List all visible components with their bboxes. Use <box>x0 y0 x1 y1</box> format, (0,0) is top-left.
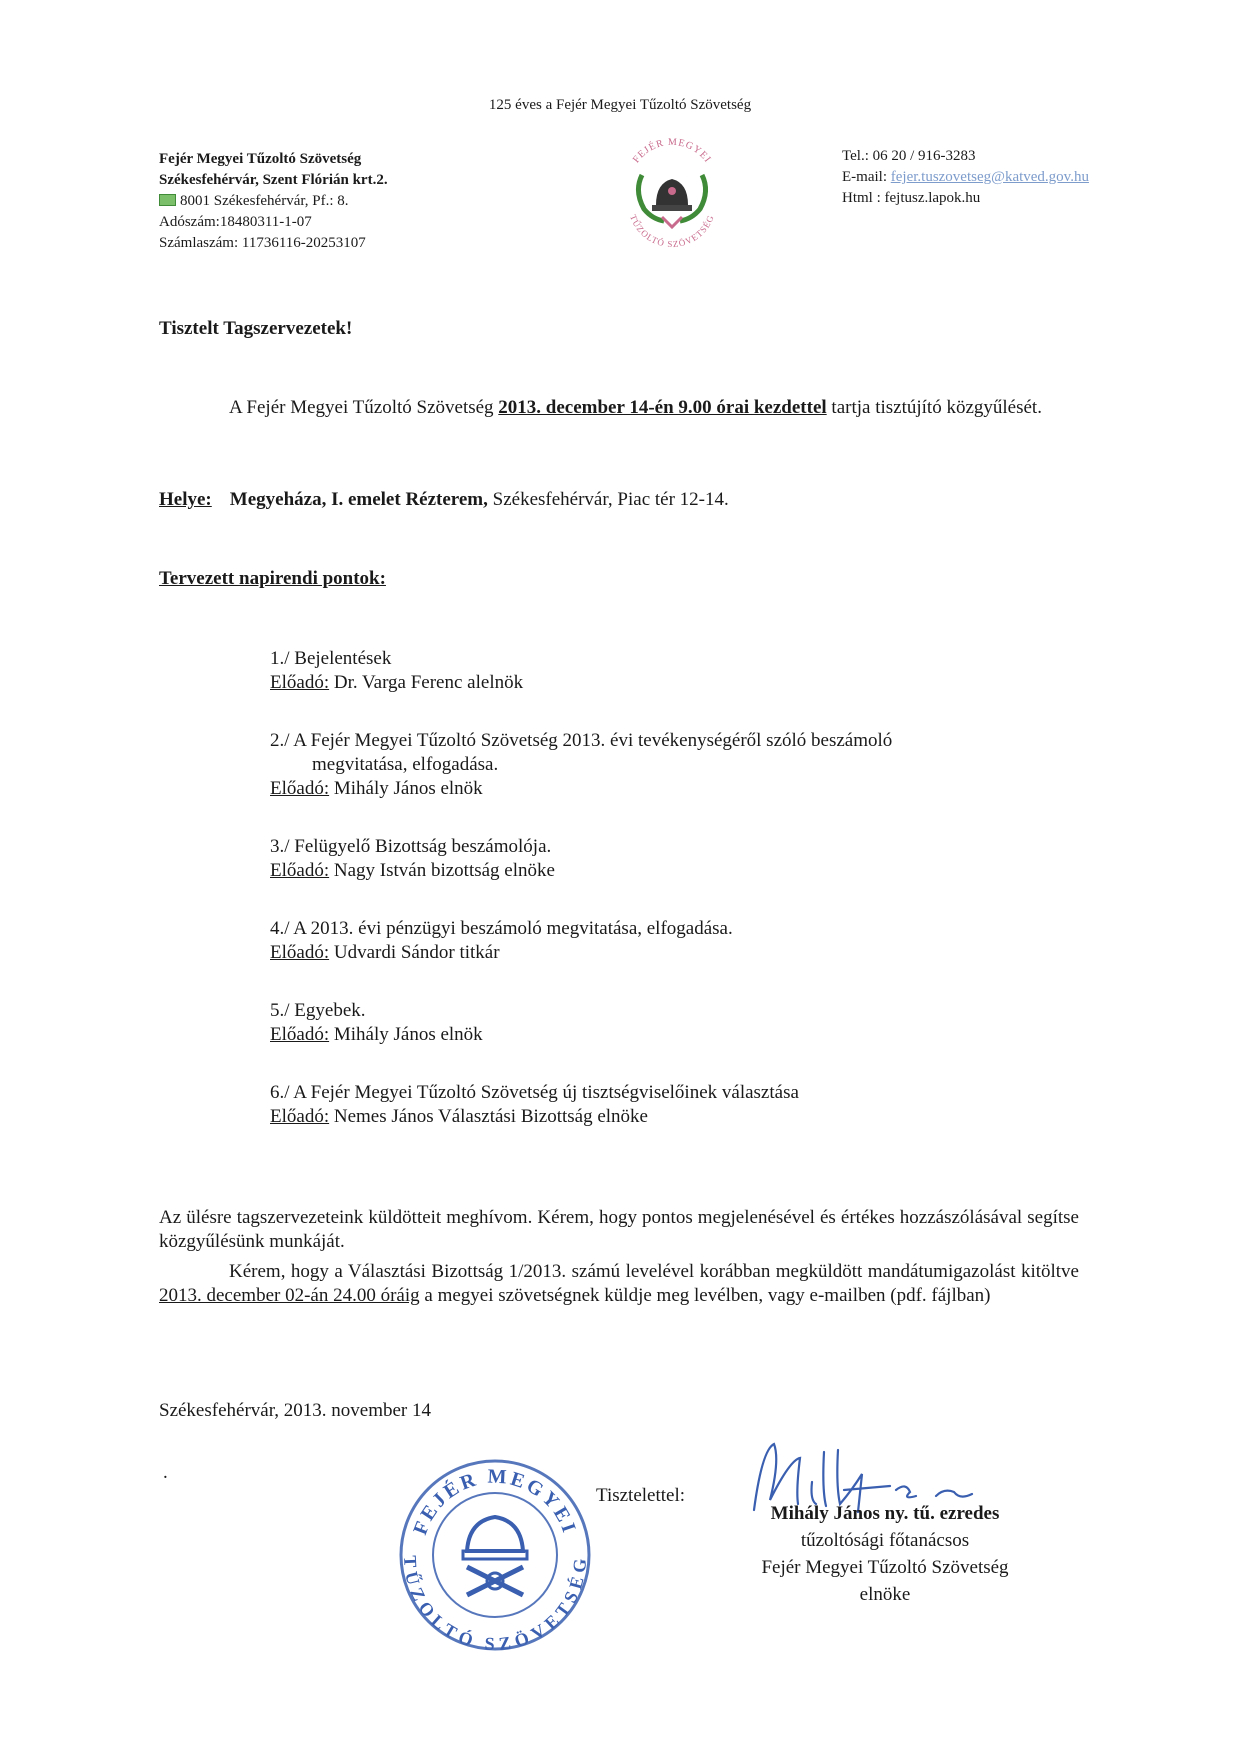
svg-text:TŰZOLTÓ SZÖVETSÉG: TŰZOLTÓ SZÖVETSÉG <box>399 1555 591 1654</box>
signatory-organization: Fejér Megyei Tűzoltó Szövetség <box>761 1557 1009 1578</box>
date-line: Székesfehérvár, 2013. november 14 <box>159 1400 432 1421</box>
anniversary-line: 125 éves a Fejér Megyei Tűzoltó Szövetség <box>488 97 752 113</box>
intro-paragraph: A Fejér Megyei Tűzoltó Szövetség 2013. december 14-én 9.00 órai kezdettel tartja tisztújító közgyűlését. <box>229 397 1042 418</box>
venue-place: Megyeháza, I. emelet Rézterem, <box>229 489 488 510</box>
agenda-item: 2./ A Fejér Megyei Tűzoltó Szövetség 2013. évi tevékenységéről szóló beszámoló megvitatása, elfogadása. Előadó: Mihály János elnök <box>270 730 893 799</box>
signature-block <box>725 1500 1045 1608</box>
organization-block <box>159 149 388 254</box>
greeting: Tisztelt Tagszervezetek! <box>159 318 353 339</box>
signatory-name: Mihály János ny. tű. ezredes <box>770 1503 1000 1524</box>
contact-block <box>842 146 1089 209</box>
agenda-item: 6./ A Fejér Megyei Tűzoltó Szövetség új tisztségviselőinek választása Előadó: Nemes János Választási Bizottság elnöke <box>270 1082 799 1127</box>
envelope-icon <box>159 194 176 206</box>
association-logo <box>616 125 728 265</box>
svg-text:FEJÉR MEGYEI: FEJÉR MEGYEI <box>630 136 714 166</box>
svg-text:FEJÉR MEGYEI: FEJÉR MEGYEI <box>409 1465 581 1538</box>
stray-dot: . <box>163 1462 168 1483</box>
contact-email-row: E-mail: fejer.tuszovetseg@katved.gov.hu <box>842 169 1089 185</box>
agenda-item: 3./ Felügyelő Bizottság beszámolója. Előadó: Nagy István bizottság elnöke <box>270 836 555 881</box>
agenda-item: 5./ Egyebek. Előadó: Mihály János elnök <box>270 1000 483 1045</box>
org-name: Fejér Megyei Tűzoltó Szövetség <box>159 151 362 167</box>
signatory-role: elnöke <box>859 1584 911 1605</box>
email-link[interactable]: fejer.tuszovetseg@katved.gov.hu <box>890 169 1089 185</box>
closing-paragraph-1: Az ülésre tagszervezeteink küldötteit meghívom. Kérem, hogy pontos megjelenésével és értékes hozzászólásával segítse közgyűlésünk munkáját. <box>159 1207 1079 1252</box>
agenda-list <box>270 647 1090 1163</box>
signatory-title: tűzoltósági főtanácsos <box>800 1530 970 1551</box>
venue-label: Helye: <box>159 489 212 510</box>
agenda-title: Tervezett napirendi pontok: <box>159 568 386 589</box>
org-postal: 8001 Székesfehérvár, Pf.: 8. <box>159 191 388 212</box>
contact-website: Html : fejtusz.lapok.hu <box>842 190 981 206</box>
official-stamp <box>395 1455 595 1655</box>
meeting-datetime: 2013. december 14-én 9.00 órai kezdettel <box>498 397 827 418</box>
agenda-item: 4./ A 2013. évi pénzügyi beszámoló megvitatása, elfogadása. Előadó: Udvardi Sándor titkár <box>270 918 733 963</box>
regards-label: Tisztelettel: <box>596 1485 686 1506</box>
venue-line <box>159 489 729 511</box>
org-address: Székesfehérvár, Szent Flórián krt.2. <box>159 172 388 188</box>
closing-paragraph-2: Kérem, hogy a Választási Bizottság 1/2013. számú levelével korábban megküldött mandátumigazolást kitöltve 2013. december 02-án 24.00 óráig a megyei szövetségnek küldje meg levélben, vagy e-mailben (pdf. fájlban) <box>159 1261 1079 1306</box>
org-bank-account: Számlaszám: 11736116-20253107 <box>159 235 366 251</box>
org-tax-number: Adószám:18480311-1-07 <box>159 214 312 230</box>
venue-address: Székesfehérvár, Piac tér 12-14. <box>487 489 729 510</box>
deadline: 2013. december 02-án 24.00 óráig <box>159 1285 420 1306</box>
contact-phone: Tel.: 06 20 / 916-3283 <box>842 148 976 164</box>
agenda-item: 1./ Bejelentések Előadó: Dr. Varga Ferenc alelnök <box>270 648 524 693</box>
svg-text:TŰZOLTÓ SZÖVETSÉG: TŰZOLTÓ SZÖVETSÉG <box>628 213 717 250</box>
